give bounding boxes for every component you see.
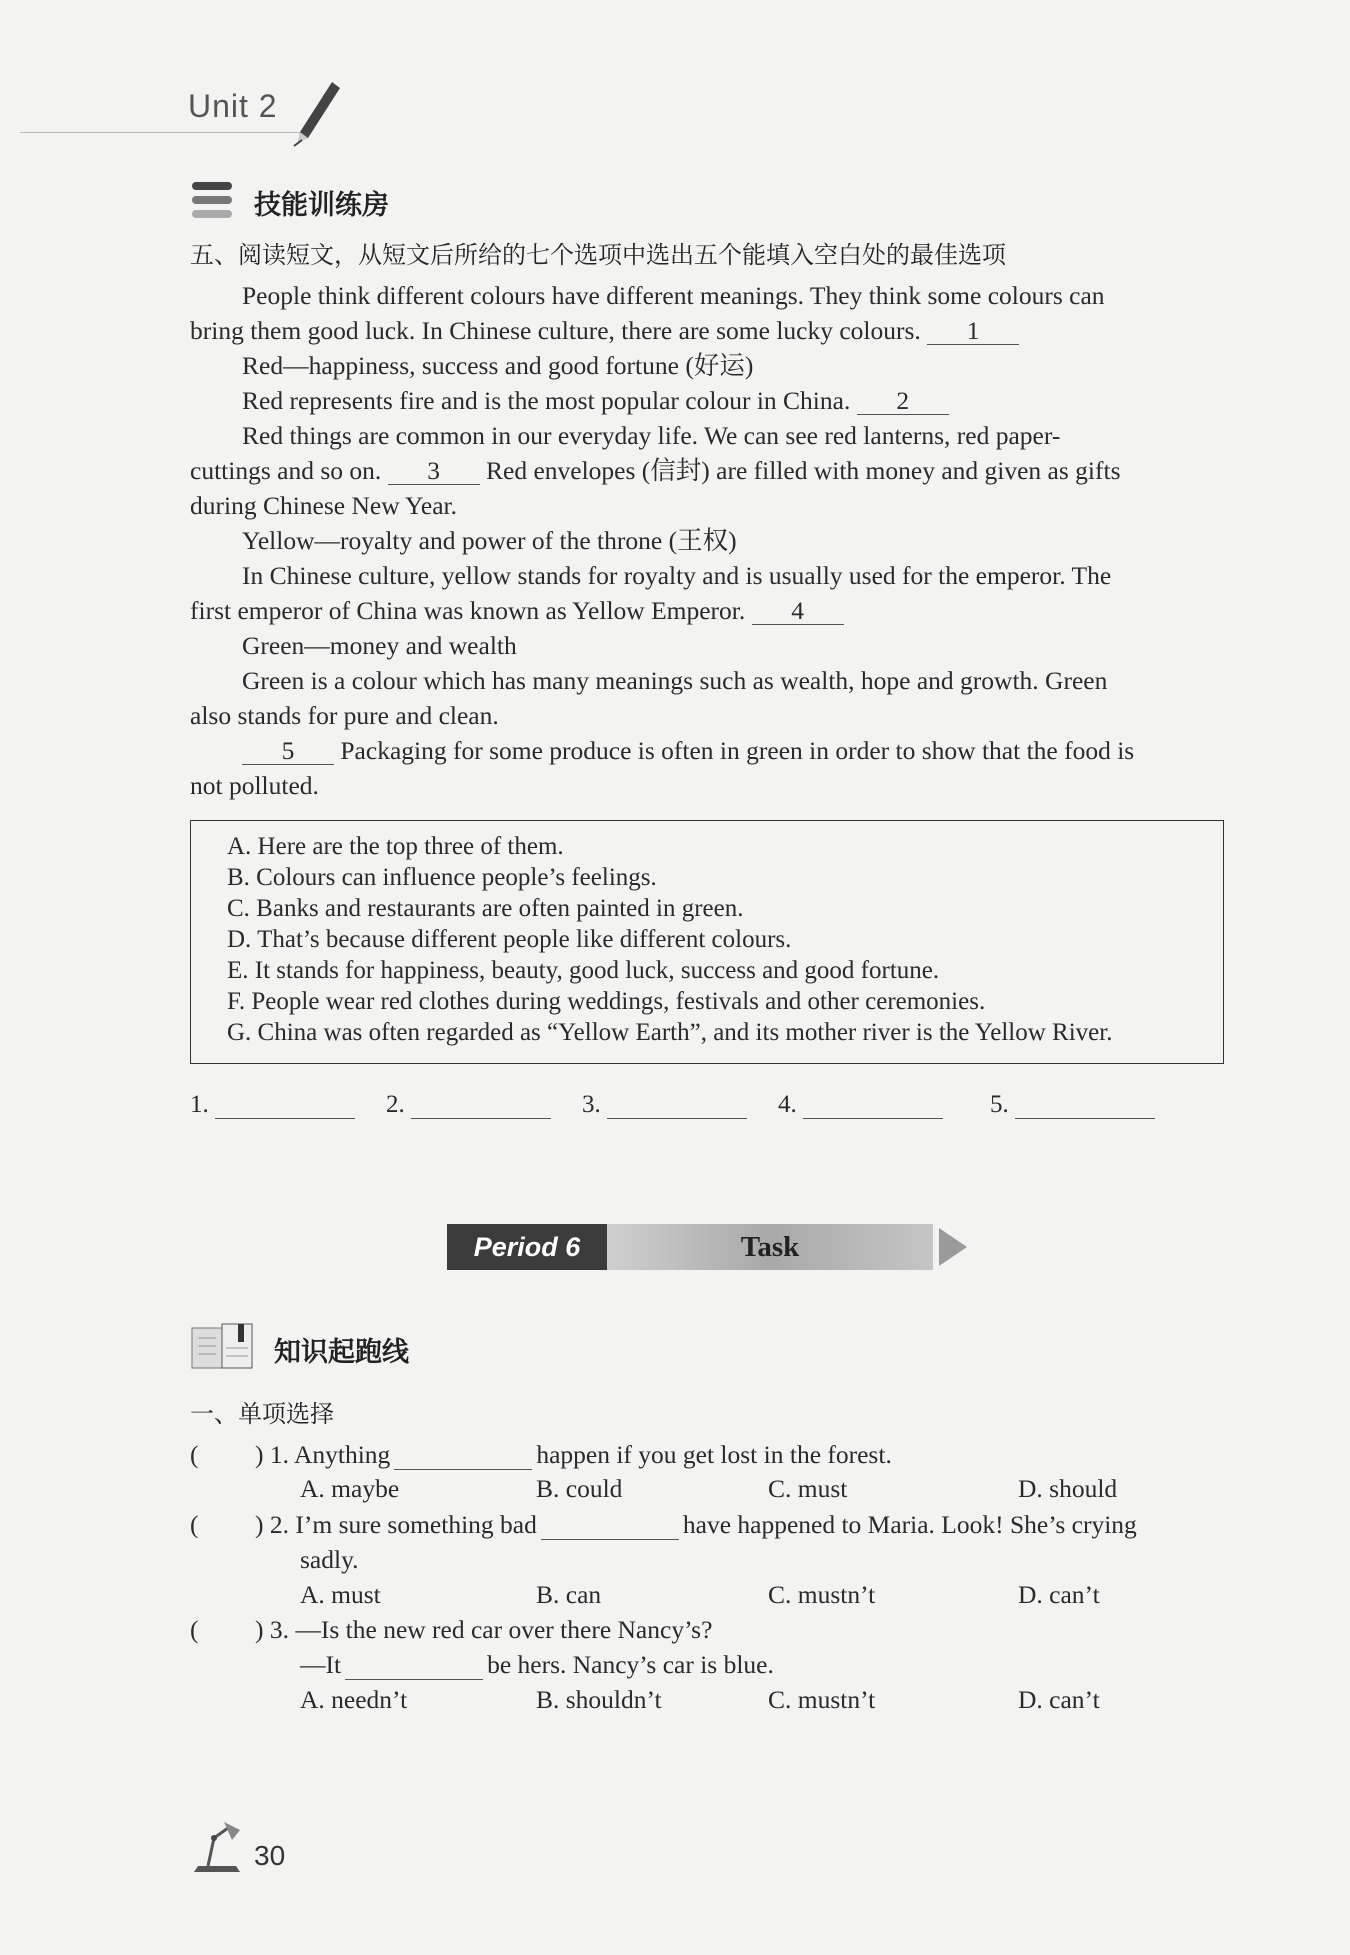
passage-text: bring them good luck. In Chinese culture, there are some lucky colours. — [190, 316, 921, 345]
banner-arrow-icon — [939, 1228, 967, 1266]
passage-text: cuttings and so on. — [190, 456, 382, 485]
passage-line: Red things are common in our everyday life. We can see red lanterns, red paper- — [242, 421, 1061, 450]
blank-5: 5 — [242, 738, 334, 765]
answer-line[interactable] — [215, 1090, 355, 1119]
question-3-reply — [300, 1650, 774, 1680]
passage-line — [242, 733, 1134, 768]
answer-line[interactable] — [803, 1090, 943, 1119]
answer-blank-1[interactable] — [190, 1090, 355, 1119]
answer-blank-5[interactable] — [990, 1090, 1155, 1119]
answer-line[interactable] — [411, 1090, 551, 1119]
book-icon — [190, 1322, 256, 1372]
answer-paren[interactable]: ( — [190, 1440, 199, 1469]
passage-text: Red represents fire and is the most popular colour in China. — [242, 386, 851, 415]
question-text: be hers. Nancy’s car is blue. — [487, 1650, 774, 1679]
passage-line: People think different colours have different meanings. They think some colours can — [242, 281, 1105, 310]
q2-option-c: C. mustn’t — [768, 1580, 876, 1609]
q1-option-d: D. should — [1018, 1474, 1118, 1503]
stack-icon — [190, 180, 234, 220]
passage-heading-yellow: Yellow—royalty and power of the throne (王权) — [242, 526, 737, 555]
q1-option-a: A. maybe — [300, 1474, 400, 1503]
question-2-cont: sadly. — [300, 1545, 359, 1574]
blank-1: 1 — [927, 318, 1019, 345]
question-text: happen if you get lost in the forest. — [536, 1440, 892, 1469]
question-text: 2. I’m sure something bad — [269, 1510, 537, 1539]
q3-option-c: C. mustn’t — [768, 1685, 876, 1714]
reading-instruction: 五、阅读短文，从短文后所给的七个选项中选出五个能填入空白处的最佳选项 — [190, 241, 1006, 269]
answer-paren[interactable]: ( — [190, 1615, 199, 1644]
passage-line — [190, 593, 844, 628]
option-c: C. Banks and restaurants are often painted in green. — [227, 895, 744, 922]
paren-close: ) — [255, 1440, 264, 1469]
answer-label: 1. — [190, 1091, 209, 1118]
blank-4: 4 — [752, 598, 844, 625]
desk-lamp-icon — [188, 1816, 246, 1876]
option-g: G. China was often regarded as “Yellow Earth”, and its mother river is the Yellow River. — [227, 1019, 1113, 1046]
page-number: 30 — [254, 1840, 286, 1871]
q1-option-c: C. must — [768, 1474, 848, 1503]
question-2 — [255, 1510, 1137, 1540]
question-3 — [255, 1615, 712, 1645]
answer-paren[interactable]: ( — [190, 1510, 199, 1539]
answer-blank-2[interactable] — [386, 1090, 551, 1119]
option-e: E. It stands for happiness, beauty, good luck, success and good fortune. — [227, 957, 940, 984]
answer-label: 5. — [990, 1091, 1009, 1118]
paren-close: ) — [255, 1510, 264, 1539]
answer-blank-3[interactable] — [582, 1090, 747, 1119]
options-box — [190, 820, 1224, 1064]
question-1 — [255, 1440, 892, 1470]
passage-line: Green is a colour which has many meanings such as wealth, hope and growth. Green — [242, 666, 1108, 695]
question-text: —It — [300, 1650, 342, 1679]
question-text: 3. —Is the new red car over there Nancy’s? — [269, 1615, 713, 1644]
question-text: 1. Anything — [269, 1440, 391, 1469]
period-topic: Task — [607, 1224, 933, 1270]
passage-line: also stands for pure and clean. — [190, 701, 499, 730]
passage-line — [190, 313, 1019, 348]
answer-line[interactable] — [1015, 1090, 1155, 1119]
question-blank — [394, 1443, 532, 1470]
mc-instruction: 一、单项选择 — [190, 1400, 334, 1428]
paren-close: ) — [255, 1615, 264, 1644]
blank-3: 3 — [388, 458, 480, 485]
blank-2: 2 — [857, 388, 949, 415]
passage-line — [190, 453, 1121, 488]
passage-line: during Chinese New Year. — [190, 491, 458, 520]
option-a: A. Here are the top three of them. — [227, 833, 564, 860]
question-text: have happened to Maria. Look! She’s crying — [682, 1510, 1137, 1539]
question-blank — [541, 1513, 679, 1540]
header-rule — [20, 132, 310, 133]
period-label: Period 6 — [447, 1224, 607, 1270]
passage-line — [242, 383, 949, 418]
q2-option-d: D. can’t — [1018, 1580, 1100, 1609]
q1-option-b: B. could — [536, 1474, 623, 1503]
passage-text: Packaging for some produce is often in green in order to show that the food is — [340, 736, 1135, 765]
answer-line[interactable] — [607, 1090, 747, 1119]
q2-option-a: A. must — [300, 1580, 381, 1609]
q2-option-b: B. can — [536, 1580, 602, 1609]
question-blank — [345, 1653, 483, 1680]
answer-label: 4. — [778, 1091, 797, 1118]
passage-line: In Chinese culture, yellow stands for royalty and is usually used for the emperor. The — [242, 561, 1112, 590]
answer-blank-4[interactable] — [778, 1090, 943, 1119]
option-f: F. People wear red clothes during weddings, festivals and other ceremonies. — [227, 988, 986, 1015]
option-d: D. That’s because different people like different colours. — [227, 926, 792, 953]
passage-heading-green: Green—money and wealth — [242, 631, 517, 660]
unit-title: Unit 2 — [188, 88, 278, 124]
q3-option-d: D. can’t — [1018, 1685, 1100, 1714]
passage-text: Red envelopes (信封) are filled with money and given as gifts — [486, 456, 1121, 485]
q3-option-b: B. shouldn’t — [536, 1685, 662, 1714]
answer-label: 2. — [386, 1091, 405, 1118]
section-title-knowledge: 知识起跑线 — [274, 1337, 409, 1368]
pen-icon — [292, 80, 342, 148]
section-title-skills: 技能训练房 — [254, 190, 389, 221]
q3-option-a: A. needn’t — [300, 1685, 408, 1714]
passage-heading-red: Red—happiness, success and good fortune (好运) — [242, 351, 754, 380]
passage-text: first emperor of China was known as Yellow Emperor. — [190, 596, 746, 625]
option-b: B. Colours can influence people’s feelings. — [227, 864, 657, 891]
passage-line: not polluted. — [190, 771, 319, 800]
answer-label: 3. — [582, 1091, 601, 1118]
